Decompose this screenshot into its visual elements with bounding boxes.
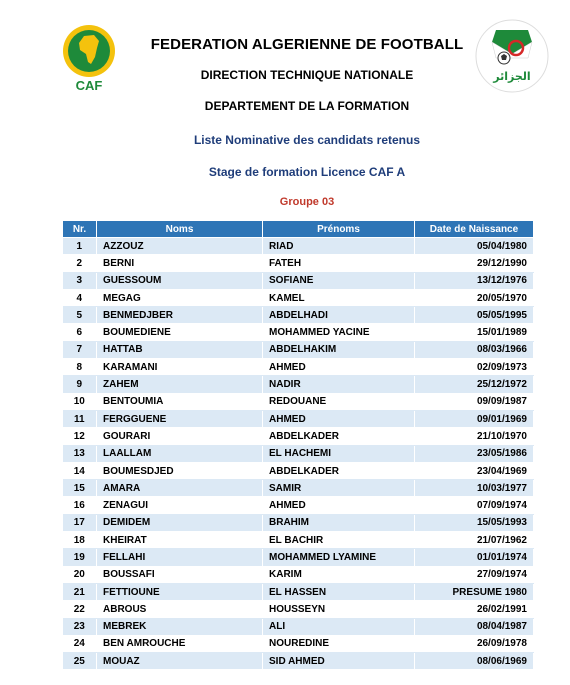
cell-prenom: MOHAMMED YACINE [263, 324, 415, 341]
cell-date: 20/05/1970 [415, 289, 534, 306]
faf-logo-text: الجزائر [493, 70, 531, 83]
course-title: Stage de formation Licence CAF A [208, 165, 406, 179]
cell-nr: 5 [63, 307, 97, 324]
cell-nom: BOUMEDIENE [97, 324, 263, 341]
cell-prenom: REDOUANE [263, 393, 415, 410]
table-row [63, 445, 534, 462]
cell-prenom: BRAHIM [263, 514, 415, 531]
table-row [63, 566, 534, 583]
table-row [63, 272, 534, 289]
cell-nr: 3 [63, 272, 97, 289]
cell-nom: FERGGUENE [97, 410, 263, 427]
cell-nom: BENTOUMIA [97, 393, 263, 410]
candidates-table [62, 220, 534, 670]
table-header-row [63, 221, 534, 238]
cell-date: 26/02/1991 [415, 601, 534, 618]
col-header-prenoms: Prénoms [263, 221, 415, 238]
cell-nom: FETTIOUNE [97, 583, 263, 600]
cell-nom: BOUSSAFI [97, 566, 263, 583]
cell-date: 23/04/1969 [415, 462, 534, 479]
cell-nom: ZENAGUI [97, 497, 263, 514]
list-title: Liste Nominative des candidats retenus [193, 133, 421, 147]
cell-nom: HATTAB [97, 341, 263, 358]
cell-date: 10/03/1977 [415, 480, 534, 497]
table-row [63, 307, 534, 324]
cell-nom: KARAMANI [97, 359, 263, 376]
cell-prenom: EL BACHIR [263, 532, 415, 549]
cell-nom: KHEIRAT [97, 532, 263, 549]
cell-nr: 6 [63, 324, 97, 341]
cell-nr: 22 [63, 601, 97, 618]
cell-prenom: ALI [263, 618, 415, 635]
cell-nom: BEN AMROUCHE [97, 635, 263, 652]
cell-prenom: KAMEL [263, 289, 415, 306]
cell-nom: FELLAHI [97, 549, 263, 566]
cell-nr: 23 [63, 618, 97, 635]
table-row [63, 324, 534, 341]
cell-date: PRESUME 1980 [415, 583, 534, 600]
cell-date: 29/12/1990 [415, 255, 534, 272]
cell-nom: AZZOUZ [97, 238, 263, 255]
cell-nom: ABROUS [97, 601, 263, 618]
caf-logo-text: CAF [75, 78, 103, 93]
table-row [63, 410, 534, 427]
cell-date: 23/05/1986 [415, 445, 534, 462]
cell-date: 05/05/1995 [415, 307, 534, 324]
cell-nom: MEGAG [97, 289, 263, 306]
federation-title: FEDERATION ALGERIENNE DE FOOTBALL [150, 36, 464, 53]
cell-nr: 10 [63, 393, 97, 410]
cell-nr: 21 [63, 583, 97, 600]
cell-date: 13/12/1976 [415, 272, 534, 289]
cell-nom: GUESSOUM [97, 272, 263, 289]
cell-prenom: EL HACHEMI [263, 445, 415, 462]
cell-date: 15/05/1993 [415, 514, 534, 531]
caf-logo [58, 24, 120, 94]
cell-date: 05/04/1980 [415, 238, 534, 255]
cell-prenom: ABDELHAKIM [263, 341, 415, 358]
cell-prenom: NOUREDINE [263, 635, 415, 652]
table-row [63, 601, 534, 618]
cell-date: 15/01/1989 [415, 324, 534, 341]
cell-date: 26/09/1978 [415, 635, 534, 652]
cell-nr: 25 [63, 653, 97, 670]
table-body [63, 238, 534, 670]
cell-nr: 11 [63, 410, 97, 427]
cell-nom: BERNI [97, 255, 263, 272]
table-row [63, 238, 534, 255]
cell-nr: 1 [63, 238, 97, 255]
cell-prenom: MOHAMMED LYAMINE [263, 549, 415, 566]
cell-prenom: SID AHMED [263, 653, 415, 670]
table-row [63, 480, 534, 497]
cell-nr: 4 [63, 289, 97, 306]
cell-date: 09/09/1987 [415, 393, 534, 410]
cell-nom: LAALLAM [97, 445, 263, 462]
col-header-nr: Nr. [63, 221, 97, 238]
table-row [63, 393, 534, 410]
cell-prenom: ABDELHADI [263, 307, 415, 324]
cell-prenom: ABDELKADER [263, 462, 415, 479]
cell-nr: 17 [63, 514, 97, 531]
cell-prenom: HOUSSEYN [263, 601, 415, 618]
cell-nom: BENMEDJBER [97, 307, 263, 324]
cell-prenom: SAMIR [263, 480, 415, 497]
cell-prenom: SOFIANE [263, 272, 415, 289]
cell-nr: 13 [63, 445, 97, 462]
cell-nr: 7 [63, 341, 97, 358]
cell-prenom: ABDELKADER [263, 428, 415, 445]
cell-nr: 9 [63, 376, 97, 393]
table-row [63, 583, 534, 600]
cell-date: 02/09/1973 [415, 359, 534, 376]
cell-nr: 2 [63, 255, 97, 272]
cell-nr: 24 [63, 635, 97, 652]
cell-nr: 20 [63, 566, 97, 583]
cell-prenom: KARIM [263, 566, 415, 583]
cell-nom: AMARA [97, 480, 263, 497]
table-row [63, 428, 534, 445]
cell-nr: 16 [63, 497, 97, 514]
table-row [63, 635, 534, 652]
cell-date: 07/09/1974 [415, 497, 534, 514]
cell-nom: ZAHEM [97, 376, 263, 393]
department-title: DEPARTEMENT DE LA FORMATION [204, 99, 410, 113]
table-row [63, 618, 534, 635]
cell-nom: MEBREK [97, 618, 263, 635]
cell-nom: MOUAZ [97, 653, 263, 670]
cell-nr: 14 [63, 462, 97, 479]
table-row [63, 497, 534, 514]
table-row [63, 341, 534, 358]
col-header-noms: Noms [97, 221, 263, 238]
cell-nr: 15 [63, 480, 97, 497]
cell-prenom: AHMED [263, 359, 415, 376]
cell-date: 08/03/1966 [415, 341, 534, 358]
table-row [63, 376, 534, 393]
cell-prenom: FATEH [263, 255, 415, 272]
cell-nr: 19 [63, 549, 97, 566]
table-row [63, 462, 534, 479]
cell-prenom: AHMED [263, 410, 415, 427]
table-row [63, 255, 534, 272]
cell-date: 25/12/1972 [415, 376, 534, 393]
cell-nom: BOUMESDJED [97, 462, 263, 479]
col-header-date: Date de Naissance [415, 221, 534, 238]
cell-date: 09/01/1969 [415, 410, 534, 427]
cell-date: 21/10/1970 [415, 428, 534, 445]
cell-nom: DEMIDEM [97, 514, 263, 531]
cell-prenom: AHMED [263, 497, 415, 514]
faf-logo [474, 18, 550, 94]
cell-nr: 12 [63, 428, 97, 445]
table-row [63, 289, 534, 306]
cell-date: 21/07/1962 [415, 532, 534, 549]
table-row [63, 549, 534, 566]
group-label: Groupe 03 [279, 196, 335, 208]
cell-nom: GOURARI [97, 428, 263, 445]
table-row [63, 359, 534, 376]
cell-date: 01/01/1974 [415, 549, 534, 566]
cell-prenom: RIAD [263, 238, 415, 255]
cell-date: 27/09/1974 [415, 566, 534, 583]
cell-prenom: EL HASSEN [263, 583, 415, 600]
table-row [63, 514, 534, 531]
cell-date: 08/04/1987 [415, 618, 534, 635]
cell-date: 08/06/1969 [415, 653, 534, 670]
table-row [63, 653, 534, 670]
direction-title: DIRECTION TECHNIQUE NATIONALE [200, 68, 414, 82]
cell-nr: 18 [63, 532, 97, 549]
cell-prenom: NADIR [263, 376, 415, 393]
table-row [63, 532, 534, 549]
cell-nr: 8 [63, 359, 97, 376]
